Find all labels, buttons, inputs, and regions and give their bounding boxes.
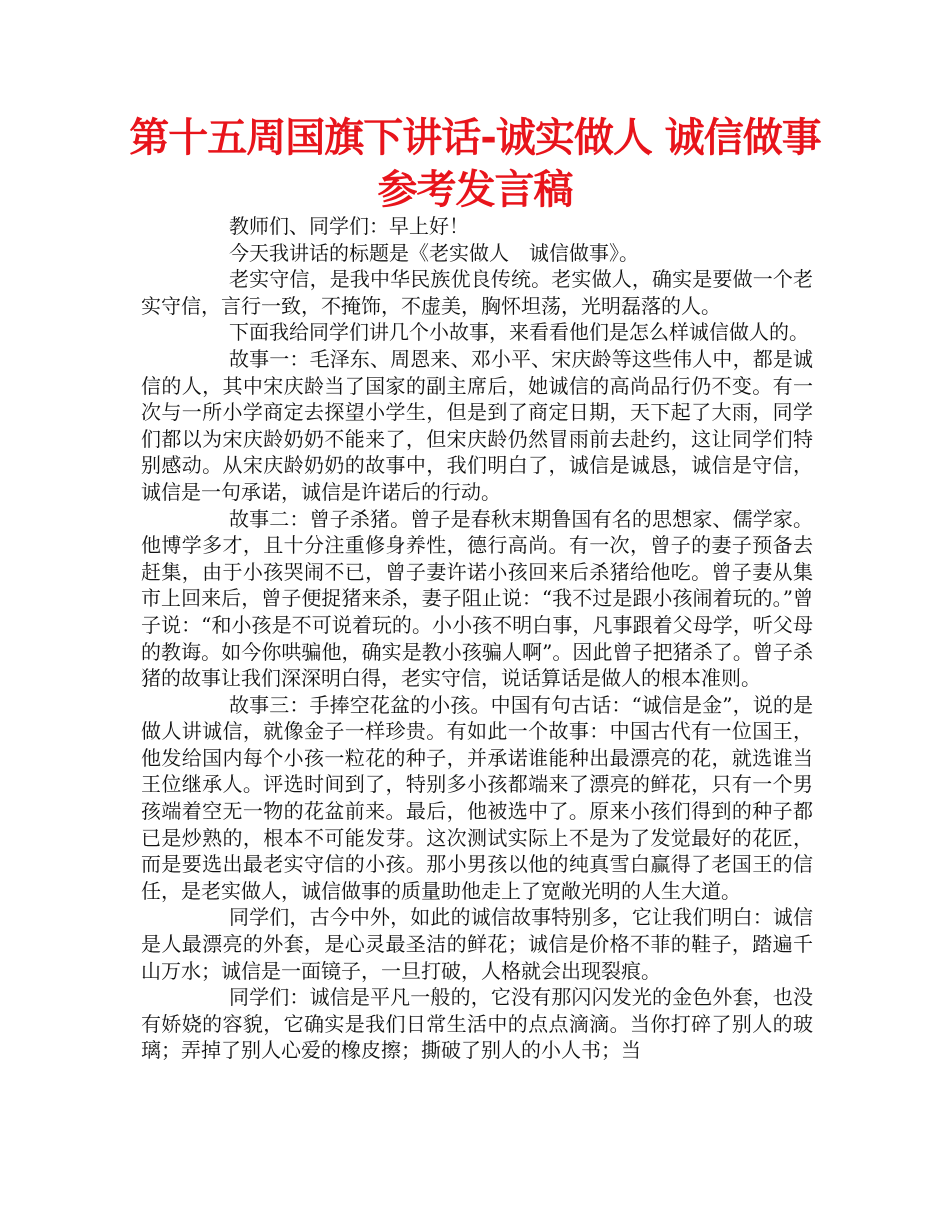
paragraph-intro: 老实守信，是我中华民族优良传统。老实做人，确实是要做一个老实守信，言行一致，不掩饰，不虚美，胸怀坦荡，光明磊落的人。 (141, 267, 813, 318)
paragraph-story-two: 故事二：曾子杀猪。曾子是春秋末期鲁国有名的思想家、儒学家。他博学多才，且十分注重修身养性，德行高尚。有一次，曾子的妻子预备去赶集，由于小孩哭闹不已，曾子妻许诺小孩回来后杀猪给他吃。曾子妻从集市上回来后，曾子便捉猪来杀，妻子阻止说：“我不过是跟小孩闹着玩的。”曾子说：“和小孩是不可说着玩的。小小孩不明白事，凡事跟着父母学，听父母的教诲。如今你哄骗他，确实是教小孩骗人啊”。因此曾子把猪杀了。曾子杀猪的故事让我们深深明白得，老实守信，说话算话是做人的根本准则。 (141, 506, 813, 691)
paragraph-story-one: 故事一：毛泽东、周恩来、邓小平、宋庆龄等这些伟人中，都是诚信的人，其中宋庆龄当了国家的副主席后，她诚信的高尚品行仍不变。有一次与一所小学商定去探望小学生，但是到了商定日期，天下起了大雨，同学们都以为宋庆龄奶奶不能来了，但宋庆龄仍然冒雨前去赴约，这让同学们特别感动。从宋庆龄奶奶的故事中，我们明白了，诚信是诚恳，诚信是守信，诚信是一句承诺，诚信是许诺后的行动。 (141, 346, 813, 504)
document-body (141, 213, 813, 1064)
paragraph-summary: 同学们，古今中外，如此的诚信故事特别多，它让我们明白：诚信是人最漂亮的外套，是心灵最圣洁的鲜花；诚信是价格不菲的鞋子，踏遍千山万水；诚信是一面镜子，一旦打破，人格就会出现裂痕。 (141, 905, 813, 983)
paragraph-greeting: 教师们、同学们：早上好！ (229, 214, 469, 238)
document-title: 第十五周国旗下讲话-诚实做人 诚信做事参考发言稿 (129, 115, 821, 213)
paragraph-story-three: 故事三：手捧空花盆的小孩。中国有句古话：“诚信是金”，说的是做人讲诚信，就像金子一样珍贵。有如此一个故事：中国古代有一位国王，他发给国内每个小孩一粒花的种子，并承诺谁能种出最漂亮的花，就选谁当王位继承人。评选时间到了，特别多小孩都端来了漂亮的鲜花，只有一个男孩端着空无一物的花盆前来。最后，他被选中了。原来小孩们得到的种子都已是炒熟的，根本不可能发芽。这次测试实际上不是为了发觉最好的花匠，而是要选出最老实守信的小孩。那小男孩以他的纯真雪白赢得了老国王的信任，是老实做人，诚信做事的质量助他走上了宽敞光明的人生大道。 (141, 692, 813, 903)
paragraph-closing: 同学们：诚信是平凡一般的，它没有那闪闪发光的金色外套，也没有娇娆的容貌，它确实是我们日常生活中的点点滴滴。当你打碎了别人的玻璃；弄掉了别人心爱的橡皮擦；撕破了别人的小人书；当 (141, 985, 813, 1063)
paragraph-topic: 今天我讲话的标题是《老实做人 诚信做事》。 (229, 240, 639, 265)
paragraph-transition: 下面我给同学们讲几个小故事，来看看他们是怎么样诚信做人的。 (229, 320, 809, 345)
